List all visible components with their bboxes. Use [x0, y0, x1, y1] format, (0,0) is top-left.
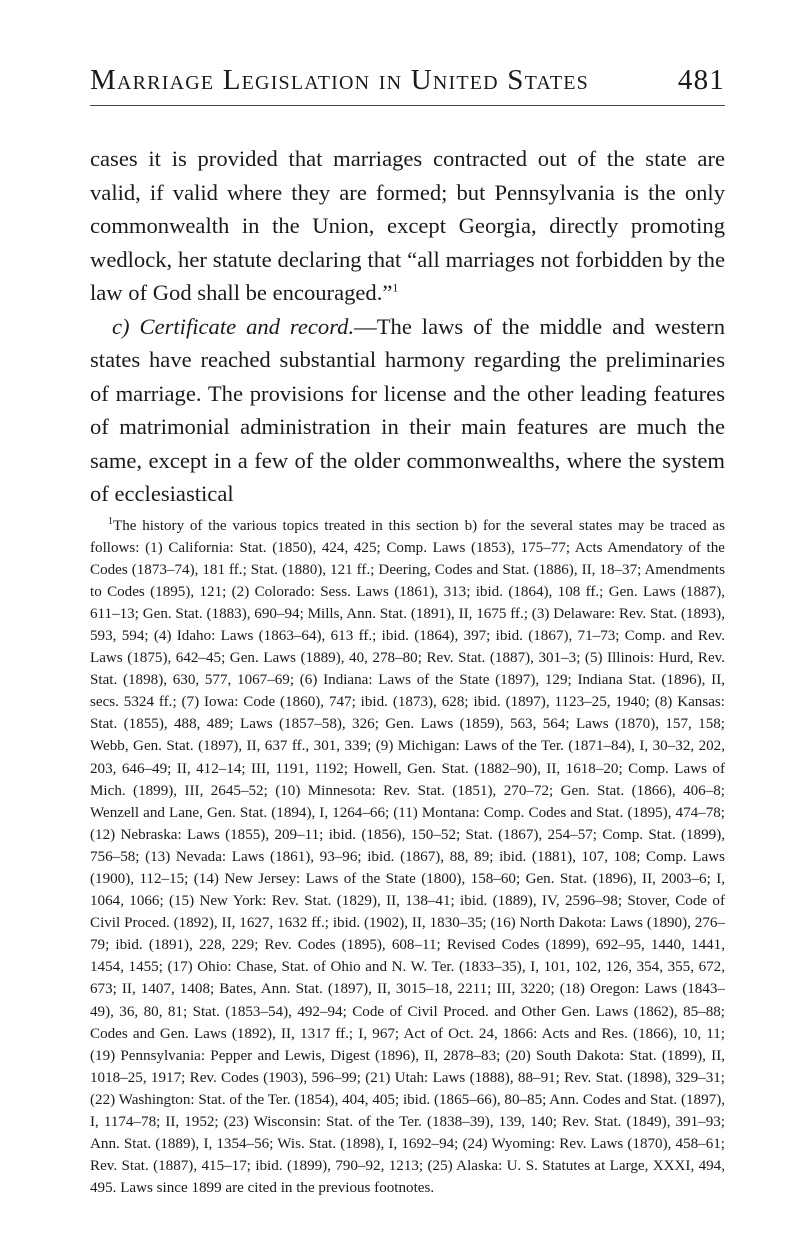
page-number: 481 — [677, 64, 725, 96]
running-head-title: Marriage Legislation in United States — [90, 64, 589, 96]
footnotes — [90, 515, 725, 1200]
main-text — [90, 142, 725, 511]
footnote — [90, 515, 725, 1200]
book-page — [90, 64, 725, 1224]
running-head — [90, 64, 725, 106]
footnote-marker: 1 — [108, 515, 113, 527]
paragraph-text: cases it is provided that marriages contracted out of the state are valid, if valid where they are formed; but Pennsylvania is the only commonwealth in the Union, except Georgia, directly promoting wedlock, her statute declaring that “all marriages not forbidden by the law of God shall be encouraged.” — [90, 146, 725, 305]
footnote-text: The history of the various topics treated in this section b) for the several states may be traced as follows: (1) California: Stat. (1850), 424, 425; Comp. Laws (1853), 175–77; Acts Amendatory of the Codes (1873–74), 181 ff.; Stat. (1880), 121 ff.; Deering, Codes and Stat. (1886), II, 18–37; Amendments to Codes (1895), 121; (2) Colorado: Sess. Laws (1861), 313; ibid. (1864), 108 ff.; Gen. Laws (1887), 611–13; Gen. Stat. (1883), 690–94; Mills, Ann. Stat. (1891), II, 1675 ff.; (3) Delaware: Rev. Stat. (1893), 593, 594; (4) Idaho: Laws (1863–64), 613 ff.; ibid. (1864), 397; ibid. (1867), 71–73; Comp. and Rev. Laws (1875), 642–45; Gen. Laws (1889), 40, 278–80; Rev. Stat. (1887), 301–3; (5) Illinois: Hurd, Rev. Stat. (1898), 630, 577, 1067–69; (6) Indiana: Laws of the State (1897), 129; Indiana Stat. (1896), II, secs. 5324 ff.; (7) Iowa: Code (1860), 747; ibid. (1873), 628; ibid. (1897), 1123–25, 1940; (8) Kansas: Stat. (1855), 488, 489; Laws (1857–58), 326; Gen. Laws (1859), 563, 564; Laws (1870), 157, 158; Webb, Gen. Stat. (1897), II, 637 ff., 301, 339; (9) Michigan: Laws of the Ter. (1871–84), I, 30–32, 202, 203, 646–49; II, 412–14; III, 1191, 1192; Howell, Gen. Stat. (1882–90), II, 1618–20; Comp. Laws of Mich. (1899), III, 2645–52; (10) Minnesota: Rev. Stat. (1851), 270–72; Gen. Stat. (1866), 406–8; Wenzell and Lane, Gen. Stat. (1894), I, 1264–66; (11) Montana: Comp. Codes and Stat. (1895), 474–78; (12) Nebraska: Laws (1855), 209–11; ibid. (1856), 150–52; Stat. (1867), 254–57; Comp. Stat. (1899), 756–58; (13) Nevada: Laws (1861), 93–96; ibid. (1867), 88, 89; ibid. (1881), 107, 108; Comp. Laws (1900), 112–15; (14) New Jersey: Laws of the State (1800), 158–60; Gen. Stat. (1896), II, 2003–6; I, 1064, 1066; (15) New York: Rev. Stat. (1829), II, 138–41; ibid. (1889), IV, 2596–98; Stover, Code of Civil Proced. (1892), II, 1627, 1632 ff.; ibid. (1902), II, 1830–35; (16) North Dakota: Laws (1890), 276–79; ibid. (1891), 228, 229; Rev. Codes (1895), 608–11; Revised Codes (1899), 692–95, 1440, 1441, 1454, 1455; (17) Ohio: Chase, Stat. of Ohio and N. W. Ter. (1833–35), I, 101, 102, 126, 354, 355, 672, 673; II, 1407, 1408; Bates, Ann. Stat. (1897), II, 3015–18, 2211; III, 3220; (18) Oregon: Laws (1843–49), 36, 80, 81; Stat. (1853–54), 492–94; Code of Civil Proced. and Other Gen. Laws (1862), 85–88; Codes and Gen. Laws (1892), II, 1317 ff.; I, 967; Act of Oct. 24, 1866: Acts and Res. (1866), 10, 11; (19) Pennsylvania: Pepper and Lewis, Digest (1896), II, 2878–83; (20) South Dakota: Stat. (1899), II, 1018–25, 1917; Rev. Codes (1903), 596–99; (21) Utah: Laws (1888), 88–91; Rev. Stat. (1898), 329–31; (22) Washington: Stat. of the Ter. (1854), 404, 405; ibid. (1865–66), 80–85; Ann. Codes and Stat. (1897), I, 1174–78; II, 1952; (23) Wisconsin: Stat. of the Ter. (1838–39), 139, 140; Rev. Stat. (1849), 391–93; Ann. Stat. (1889), I, 1354–56; Wis. Stat. (1898), I, 1692–94; (24) Wyoming: Rev. Laws (1870), 458–61; Rev. Stat. (1887), 415–17; ibid. (1899), 790–92, 1213; (25) Alaska: U. S. Statutes at Large, XXXI, 494, 495. Laws since 1899 are cited in the previous footnotes. — [90, 517, 725, 1197]
section-heading: c) Certificate and record. — [112, 313, 355, 339]
paragraph-text: —The laws of the middle and western states have reached substantial harmony regarding the preliminaries of marriage. The provisions for license and the other leading features of matrimonial administration in their main features are much the same, except in a few of the older commonwealths, where the system of ecclesiastical — [90, 313, 725, 506]
paragraph-continuation — [90, 142, 725, 310]
footnote-reference: 1 — [392, 280, 399, 295]
paragraph-certificate-and-record — [90, 310, 725, 511]
